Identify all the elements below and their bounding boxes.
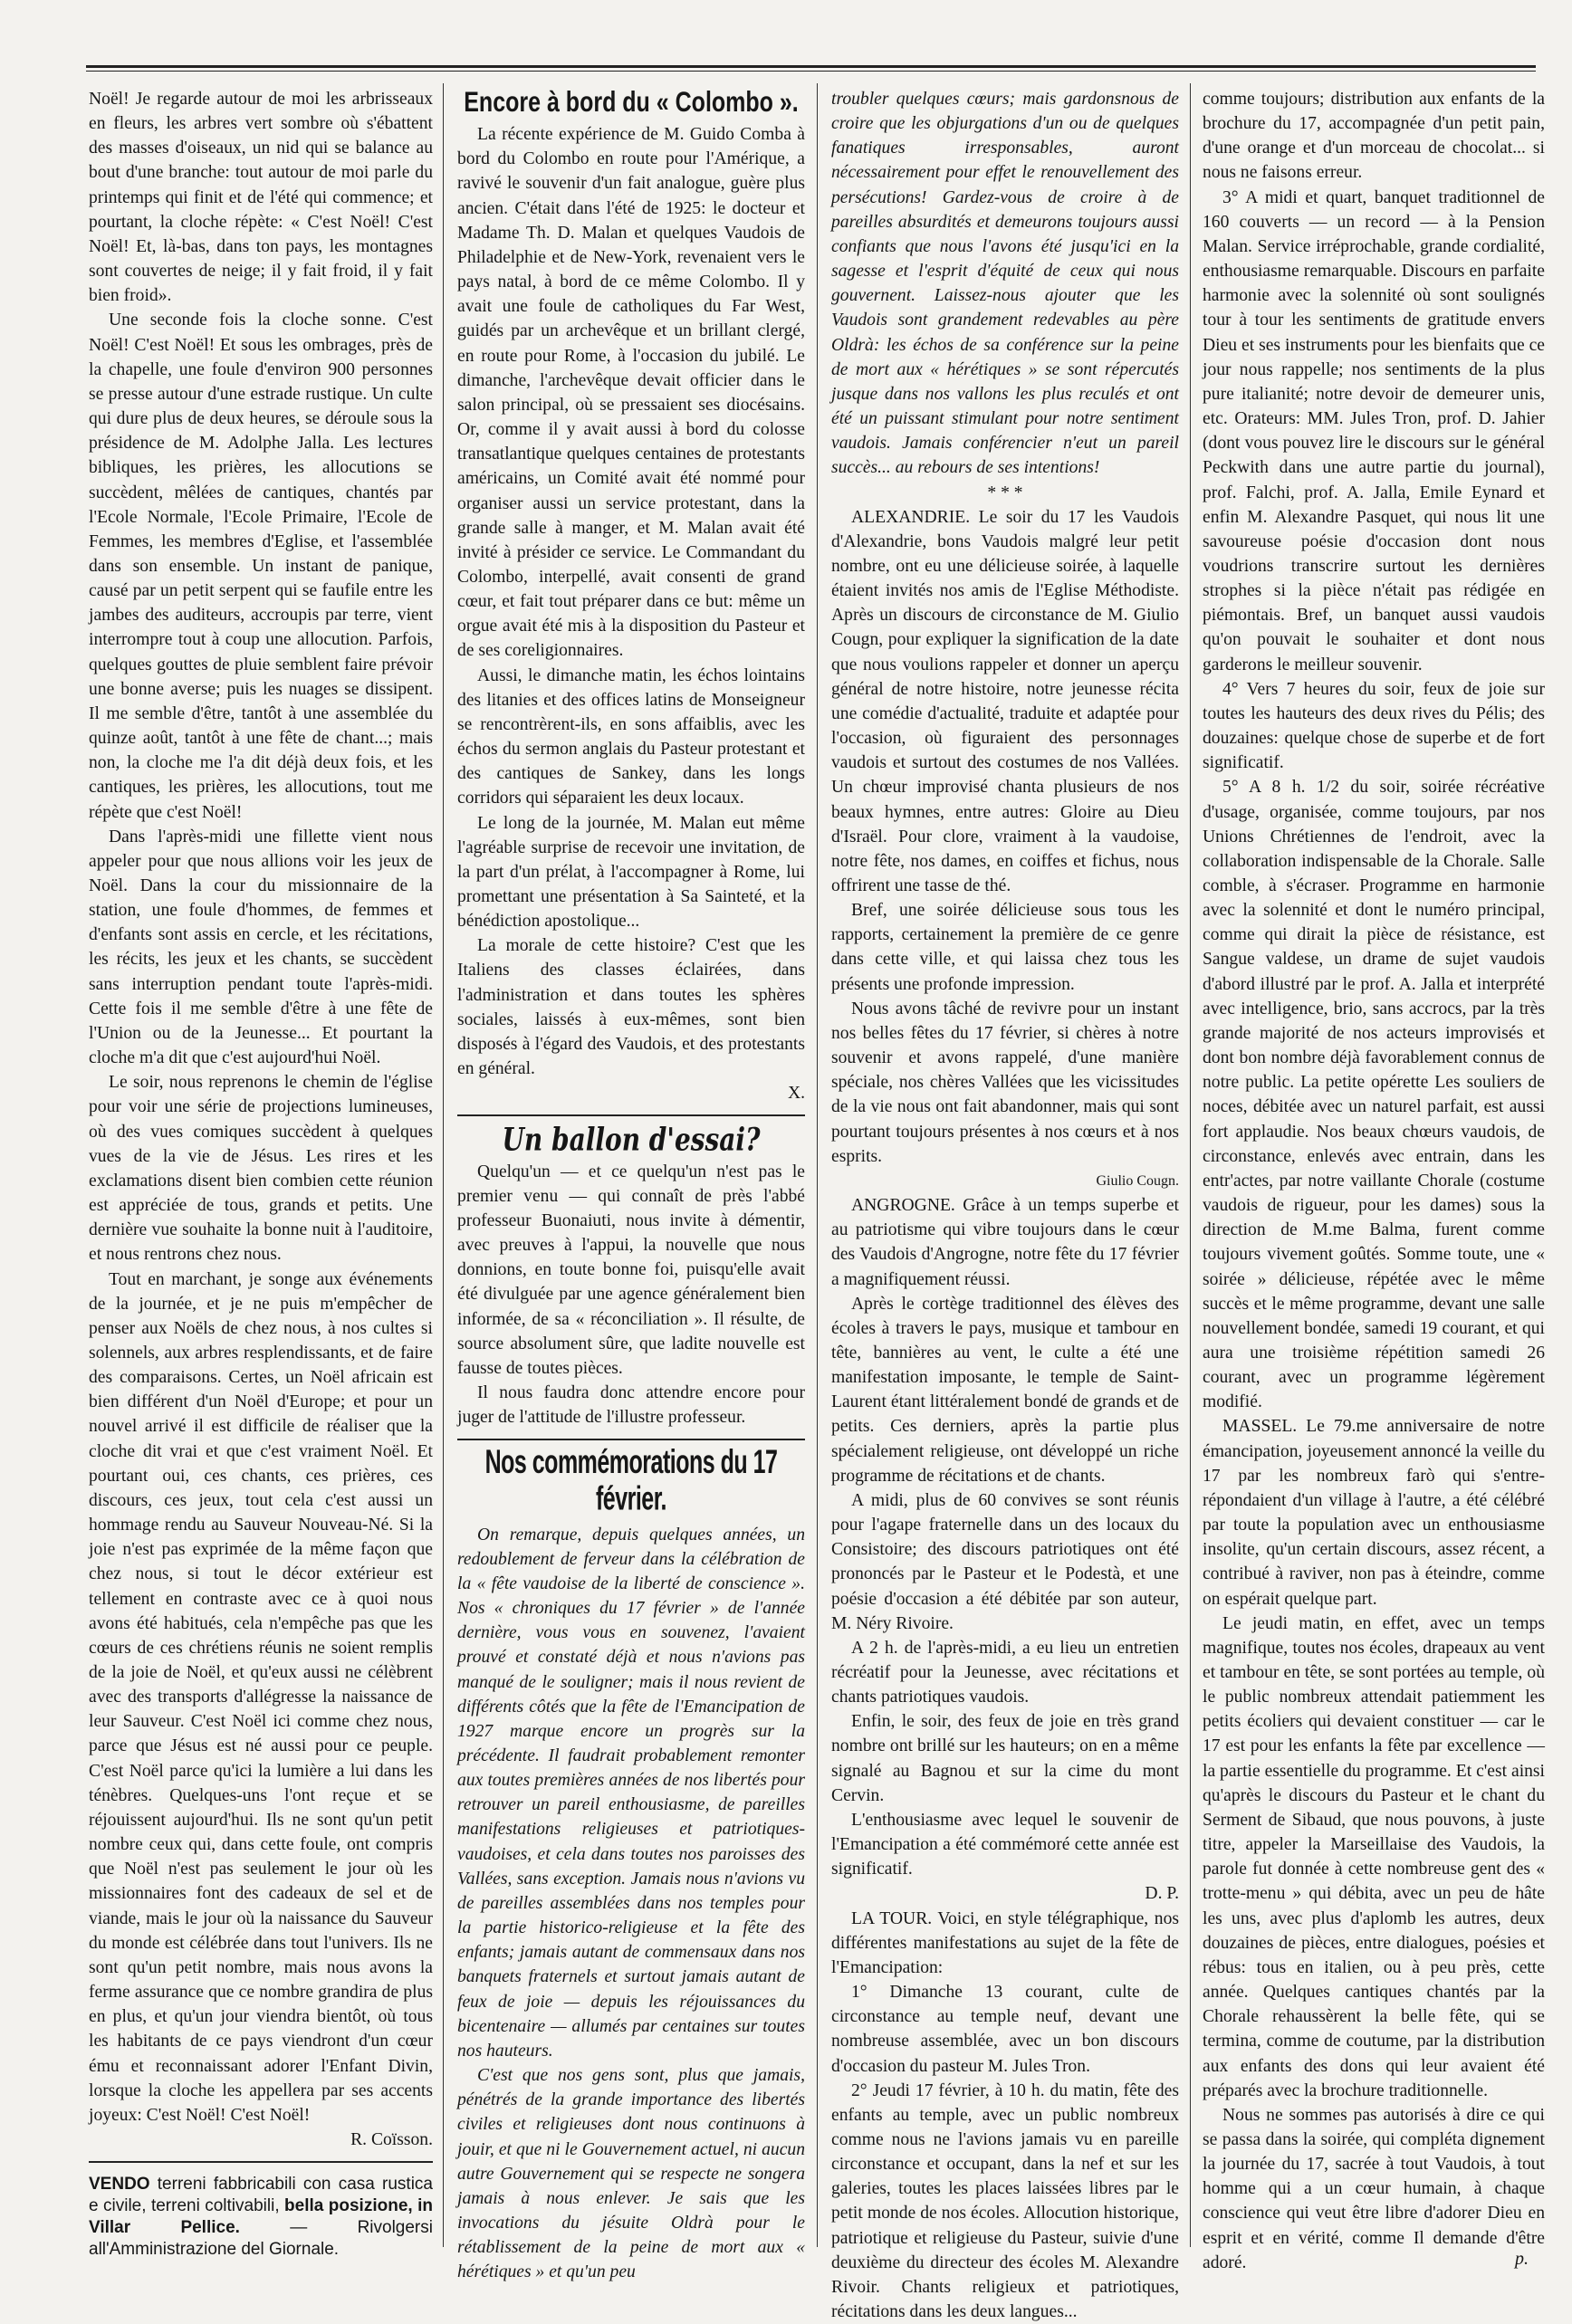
paragraph: 5° A 8 h. 1/2 du soir, soirée récréative d'usage, organisée, comme toujours, par nos Unions Chrétiennes de l'endroit, avec la collaboration indispensable de la Chorale. Salle comble, à s'écraser. Programme en harmonie avec la solennité et dont le numéro principal, comme qui dirait la pièce de résistance, est Sangue valdese, un drame de sujet vaudois d'abord illustré par le prof. A. Jalla et interprété avec intelligence, brio, sans accrocs, par la très grande majorité de nos acteurs improvisés et dont bon nombre déjà favorablement connus de notre public. La petite opérette Les souliers de noces, débitée avec un naturel parfait, est aussi fort applaudie. Nos beaux chœurs vaudois, de circonstance, enlevés avec entrain, dans les entr'actes, par notre vaillante Chorale (costume vaudois de rigueur, pour les dames) sous la direction de M.me Balma, furent comme toujours vivement goûtés. Somme toute, une « soirée » délicieuse, répétée avec le même succès et le même programme, devant une salle nouvellement bondée, samedi 19 courant, et qui aura une troisième répétition samedi 26 courant, avec un programme légèrement modifié. (1203, 778, 1545, 1412)
section-rule (457, 1439, 805, 1440)
paragraph: MASSEL. Le 79.me anniversaire de notre émancipation, joyeusement annoncé la veille du 17 par les nombreux farò qui s'entre-répondaient d'un village à l'autre, a été célébré par toute la population avec un enthousiasme insolite, qu'un certain discours, assez récent, a contribué à raviver, non pas à éteindre, comme on espérait quelque part. (1203, 1417, 1545, 1609)
paragraph: Bref, une soirée délicieuse sous tous les rapports, certainement la première de ce genre dans cette ville, et qui laissa chez tous les présents une profonde impression. (831, 901, 1179, 994)
header-rule-thin (86, 71, 1536, 72)
paragraph: Le long de la journée, M. Malan eut même l'agréable surprise de recevoir une invitation, de la part d'un prélat, à l'accompagner à Rome, lui promettant une présentation à Sa Sainteté, et la bénédiction apostolique... (457, 813, 805, 932)
classified-keyword: VENDO (89, 2175, 150, 2195)
paragraph: Tout en marchant, je songe aux événements de la journée, et je ne puis m'empêcher de penser aux Noëls de chez nous, à nos cultes si solennels, aux arbres resplendissants, et de faire des comparaisons. Certes, un Noël africain est bien différent d'un Noël d'Europe; et pour un nouvel arrivé il est difficile de réaliser que la cloche dit vrai et que c'est vraiment Noël. Et pourtant oui, ces chants, ces prières, ces discours, ces jeux, tout cela c'est aussi un hommage rendu au Sauveur Nouveau-Né. Si la joie n'est pas exprimée de la même façon que chez nous, si tout le décor extérieur est tellement en contraste avec ce à quoi nous avons été habitués, cela n'empêche pas que les cœurs de ces chrétiens réunis ne soient remplis de la joie de Noël, et qu'eux aussi ne célèbrent avec des transports d'allégresse la naissance de leur Sauveur. C'est Noël ici comme chez nous, parce que Jésus est né aussi pour ce peuple. C'est Noël parce qu'ici la lumière a lui dans les ténèbres. Quelques-uns l'ont reçue et se réjouissent aujourd'hui. Ils ne sont qu'un petit nombre ceux qui, dans cette foule, ont compris que Noël n'est pas seulement le jour où les missionnaires font des cadeaux de sel et de viande, mais le jour où la naissance du Sauveur du monde est célébrée dans tout l'univers. Ils ne sont qu'un petit nombre, mais nous avons la ferme assurance que ce nombre grandira de plus en plus, et qu'un jour viendra bientôt, où tous les habitants de ce pays viendront d'un cœur ému et reconnaissant adorer l'Enfant Divin, lorsque la cloche les appellera par ses accents joyeux: C'est Noël! C'est Noël! (89, 1269, 433, 2125)
paragraph: A midi, plus de 60 convives se sont réunis pour l'agape fraternelle dans un des locaux du Consistoire; des discours patriotiques ont été prononcés par le Pasteur et le Podestà, et une poésie d'occasion a été débitée par son auteur, M. Néry Rivoire. (831, 1490, 1179, 1633)
paragraph: Le soir, nous reprenons le chemin de l'église pour voir une série de projections lumineuses, où des vues comiques succèdent à quelques vues de la vie de Jésus. Les rires et les exclamations disent bien combien cette réunion est appréciée de tous, grands et petits. Une dernière vue souhaite la bonne nuit à l'auditoire, et nous rentrons chez nous. (89, 1073, 433, 1265)
paragraph: Après le cortège traditionnel des élèves des écoles à travers le pays, musique et tambour en tête, bannières au vent, le culte a été une manifestation imposante, le temple de Saint-Laurent étant littéralement bondé de grands et de petits. Ces derniers, après la partie plus spécialement religieuse, ont développé un riche programme de récitations et de chants. (831, 1294, 1179, 1486)
paragraph: La morale de cette histoire? C'est que les Italiens des classes éclairées, dans l'administration et dans toutes les sphères sociales, laissés à eux-mêmes, sont bien disposés à l'égard des Vaudois, et des protestants en général. (457, 936, 805, 1079)
paragraph: Aussi, le dimanche matin, les échos lointains des litanies et des offices latins de Monseigneur se rencontrèrent-ils, en sons affaiblis, avec les échos du sermon anglais du Pasteur protestant et des cantiques de Sankey, dans les longs corridors qui séparaient les deux locaux. (457, 665, 805, 808)
paragraph: Une seconde fois la cloche sonne. C'est Noël! C'est Noël! Et sous les ombrages, près de la chapelle, une foule d'environ 900 personnes se presse autour d'une estrade rustique. Un culte qui dure plus de deux heures, se déroule sous la présidence de M. Adolphe Jalla. Les lectures bibliques, les prières, les allocutions se succèdent, mêlées de cantiques, chantés par l'Ecole Normale, l'Ecole Primaire, l'Ecole de Femmes, les membres d'Eglise, et l'assemblée dans son ensemble. Un instant de panique, causé par un petit serpent qui se faufile entre les jambes des auditeurs, accroupis par terre, vient interrompre tout à coup une allocution. Parfois, quelques gouttes de pluie semblent faire prévoir une bonne averse; puis les nuages se dissipent. Il me semble d'être, tantôt à une assemblée du quinze août, tantôt à une fête de chant...; mais non, la cloche me l'a dit déjà deux fois, et les cantiques, les prières, les allocutions, tout me répète que c'est Noël! (89, 311, 433, 822)
column-1 (89, 87, 433, 2260)
article-title: Nos commémorations du 17 février. (484, 1443, 778, 1518)
paragraph: ANGROGNE. Grâce à un temps superbe et au patriotisme qui vibre toujours dans le cœur des Vaudois d'Angrogne, notre fête du 17 février a magnifiquement réussi. (831, 1196, 1179, 1289)
classified-text: terreni fabbricabili con casa rustica e civile, terreni coltivabili, (89, 2175, 433, 2216)
paragraph: Quelqu'un — et ce quelqu'un n'est pas le premier venu — qui connaît de près l'abbé professeur Buonaiuti, nous invite à démentir, avec preuves à l'appui, la nouvelle que nous donnions, en toute bonne foi, puisqu'elle avait été divulguée par une agence généralement bien informée, de sa « réconciliation ». Il résulte, de source absolument sûre, que ladite nouvelle est fausse de toutes pièces. (457, 1162, 805, 1378)
section-separator: * * * (987, 483, 1023, 502)
column-divider (1190, 83, 1191, 2247)
header-rule (86, 65, 1536, 68)
signature: D. P. (1145, 1884, 1179, 1904)
signature: X. (787, 1084, 805, 1104)
paragraph: Enfin, le soir, des feux de joie en très grand nombre ont brillé sur les hauteurs; on en a même signalé au Bagnou et sur la cime du mont Cervin. (831, 1712, 1179, 1805)
paragraph: On remarque, depuis quelques années, un redoublement de ferveur dans la célébration de la « fête vaudoise de la liberté de conscience ». Nos « chroniques du 17 février » de l'année dernière, vous vous en souvenez, l'avaient prouvé et constaté déjà et nous n'avions pas manqué de le souligner; mais il nous revient de différents côtés que la fête de l'Emancipation de 1927 marque encore un progrès sur la précédente. Il faudrait probablement remonter aux toutes premières années de nos libertés pour retrouver un pareil enthousiasme, de pareilles manifestations religieuses et patriotiques-vaudoises, et cela dans toutes nos paroisses des Vallées, sans exception. Jamais nous n'avions vu de pareilles assemblées dans nos temples pour la partie historico-religieuse et la fête des enfants; jamais autant de commensaux dans nos banquets fraternels et surtout jamais autant de feux de joie — depuis les réjouissances du bicentenaire — allumés par centaines sur toutes nos hauteurs. (457, 1525, 805, 2061)
paragraph: 3° A midi et quart, banquet traditionnel de 160 couverts — un record — à la Pension Malan. Service irréprochable, grande cordialité, enthousiasme remarquable. Discours en parfaite harmonie avec la solennité où sont soulignés tour à tour les sentiments de gratitude envers Dieu et ses instruments pour les bienfaits que ce jour nous rappelle; nos sentiments de la plus pure italianité; notre devoir de demeurer unis, etc. Orateurs: MM. Jules Tron, prof. D. Jahier (dont vous pouvez lire le discours sur le général Peckwith dans une autre partie du journal), prof. Falchi, prof. A. Jalla, Emile Eynard et enfin M. Alexandre Pasquet, qui nous lit une savoureuse poésie d'occasion dont nous voudrions transcrire surtout les dernières strophes si la pièce n'était pas rédigée en piémontais. Bref, un banquet aussi vaudois qu'on pouvait le souhaiter et dont nous garderons le meilleur souvenir. (1203, 187, 1545, 674)
classified-highlight: bella posizione, in Villar Pellice. (89, 2196, 433, 2238)
column-4 (1203, 87, 1545, 2272)
paragraph: La récente expérience de M. Guido Comba à bord du Colombo en route pour l'Amérique, a ravivé le souvenir d'un fait analogue, guère plus ancien. C'était dans l'été de 1925: le docteur et Madame Th. D. Malan et quelques Vaudois de Philadelphie et de New-York, revenaient vers le pays natal, à bord de ce même Colombo. Il y avait une foule de catholiques du Far West, guidés par un archevêque et un brillant clergé, en route pour Rome, à l'occasion du jubilé. Le dimanche, l'archevêque devait officier dans le salon principal, où se pressaient ses diocésains. Or, comme il y avait aussi à bord du colosse transatlantique quelques centaines de protestants américains, un Comité avait été nommé pour organiser aussi un service protestant, dans la grande salle à manger, et M. Malan avait été invité à présider ce service. Le Commandant du Colombo, interpellé, avait consenti de grand cœur, et fait tout préparer dans ce but: même un orgue avait été mis à la disposition du Pasteur et de ses coreligionnaires. (457, 125, 805, 661)
article-title: Encore à bord du « Colombo ». (464, 86, 799, 119)
column-divider (817, 83, 818, 2247)
paragraph: L'enthousiasme avec lequel le souvenir de l'Emancipation a été commémoré cette année est significatif. (831, 1810, 1179, 1879)
paragraph: Noël! Je regarde autour de moi les arbrisseaux en fleurs, les arbres vert sombre où s'ébattent des masses d'oiseaux, un nid qui se balance au bout d'une branche: tout autour de moi parle du printemps qui finit et de l'été qui commence; et pourtant, la cloche répète: « C'est Noël! C'est Noël! Et, là-bas, dans ton pays, les montagnes sont couvertes de neige; il y fait froid, il y fait bien froid». (89, 90, 433, 306)
classified-text-end: — Rivolgersi all'Amministrazione del Giornale. (89, 2218, 433, 2260)
paragraph: comme toujours; distribution aux enfants de la brochure du 17, accompagnée d'un petit pain, d'une orange et d'un morceau de chocolat... si nous ne faisons erreur. (1203, 90, 1545, 183)
classified-ad (89, 2174, 433, 2261)
paragraph: ALEXANDRIE. Le soir du 17 les Vaudois d'Alexandrie, bons Vaudois malgré leur petit nombre, ont eu une délicieuse soirée, à laquelle étaient invités nos amis de l'Eglise Méthodiste. Après un discours de circonstance de M. Giulio Cougn, pour expliquer la signification de la date que nous voulions rappeler et donner un aperçu général de notre histoire, notre jeunesse récita une comédie d'actualité, traduite et adaptée pour l'occasion, où figuraient des personnages vaudois et surtout des costumes de nos Vallées. Un chœur improvisé chanta plusieurs de nos beaux hymnes, entre autres: Gloire au Dieu d'Israël. Pour clore, vraiment à la vaudoise, notre fête, nos dames, en coiffes et fichus, nous offrirent une tasse de thé. (831, 507, 1179, 895)
page-number: p. (1515, 2249, 1529, 2269)
paragraph: Nous ne sommes pas autorisés à dire ce qui se passa dans la soirée, qui compléta dignement la journée du 17, sacrée à tout Vaudois, à tout homme qui a un cœur humain, à chaque conscience qui veut être libre d'adorer Dieu en esprit et en vérité, comme Il demande d'être adoré. (1203, 2105, 1545, 2272)
paragraph: 4° Vers 7 heures du soir, feux de joie sur toutes les hauteurs des deux rives du Pélis; des douzaines: quelque chose de superbe et de fort significatif. (1203, 679, 1545, 773)
paragraph: LA TOUR. Voici, en style télégraphique, nos différentes manifestations au sujet de la fête de l'Emancipation: (831, 1908, 1179, 1977)
section-rule (89, 2161, 433, 2163)
section-rule (457, 1114, 805, 1116)
article-title: Un ballon d'essai? (502, 1121, 761, 1159)
signature: Giulio Cougn. (1096, 1172, 1179, 1189)
paragraph: Dans l'après-midi une fillette vient nous appeler pour que nous allions voir les jeux de Noël. Dans la cour du missionnaire de la station, une foule d'hommes, de femmes et d'enfants sont assis en cercle, et les récitations, les récits, les jeux et les chants, se succèdent sans interruption pendant toute l'après-midi. Cette fois il me semble d'être à une fête de l'Union ou de la Jeunesse... Et pourtant la cloche m'a dit que c'est aujourd'hui Noël. (89, 827, 433, 1068)
paragraph: C'est que nos gens sont, plus que jamais, pénétrés de la grande importance des libertés civiles et religieuses dont nous continuons à jouir, et que ni le Gouvernement actuel, ni aucun autre Gouvernement qui se respecte ne songera jamais à nous enlever. Je sais que les invocations du jésuite Oldrà pour le rétablissement de la peine de mort aux « hérétiques » et qu'un peu (457, 2066, 805, 2282)
column-2 (457, 86, 805, 2282)
paragraph: troubler quelques cœurs; mais gardonsnous de croire que les objurgations d'un ou de quelques fanatiques irresponsables, auront nécessairement pour effet le renouvellement des persécutions! Gardez-vous de croire à de pareilles absurdités et demeurons toujours aussi confiants que nous l'avons été jusqu'ici en la sagesse et l'esprit d'équité de ceux qui nous gouvernent. Laissez-nous ajouter que les Vaudois sont grandement redevables au père Oldrà: les échos de sa conférence sur la peine de mort aux « hérétiques » se sont répercutés jusque dans nos vallons les plus reculés et ont été un puissant stimulant pour notre sentiment vaudois. Jamais conférencier n'eut un pareil succès... au rebours de ses intentions! (831, 90, 1179, 478)
paragraph: 2° Jeudi 17 février, à 10 h. du matin, fête des enfants au temple, avec un public nombreux comme nous ne l'avions jamais vu en pareille circonstance et occupant, dans la nef et sur les galeries, toutes les places laissées libres par le petit monde de nos écoles. Allocution historique, patriotique et religieuse du Pasteur, suivie d'une deuxième du directeur des écoles M. Alexandre Rivoir. Chants religieux et patriotiques, récitations dans les deux langues... (831, 2080, 1179, 2322)
paragraph: Le jeudi matin, en effet, avec un temps magnifique, toutes nos écoles, drapeaux au vent et tambour en tête, se sont portées au temple, où le public nombreux attendait patiemment les petits écoliers qui devaient constituer — car le 17 est pour les enfants la fête par excellence — la partie essentielle du programme. Et c'est ainsi qu'après le discours du Pasteur et le chant du Serment de Sibaud, que nous pouvons, à juste titre, appeler la Marseillaise des Vaudois, la parole fut donnée à cette nombreuse gent des « trotte-menu » qui débita, avec un peu de hâte les uns, avec plus d'aplomb les autres, deux douzaines de pièces, entre dialogues, poésies et rébus: tous en italien, ou à peu près, cette année. Quelques cantiques chantés par la Chorale rehaussèrent la belle fête, qui se termina, comme de coutume, par la distribution aux enfants des dons qui leur avaient été préparés avec la brochure traditionnelle. (1203, 1613, 1545, 2100)
paragraph: 1° Dimanche 13 courant, culte de circonstance au temple neuf, devant une nombreuse assemblée, avec un bon discours d'occasion du pasteur M. Jules Tron. (831, 1983, 1179, 2076)
paragraph: Nous avons tâché de revivre pour un instant nos belles fêtes du 17 février, si chères à notre souvenir et avons rappelé, d'une manière spéciale, nos chères Vallées que les vicissitudes de la vie nous ont fait abandonner, mais qui sont pourtant toujours présentes à nos cœurs et à nos esprits. (831, 999, 1179, 1166)
paragraph: A 2 h. de l'après-midi, a eu lieu un entretien récréatif pour la Jeunesse, avec récitations et chants patriotiques vaudois. (831, 1638, 1179, 1707)
column-3 (831, 87, 1179, 2322)
paragraph: Il nous faudra donc attendre encore pour juger de l'attitude de l'illustre professeur. (457, 1382, 805, 1428)
signature: R. Coïsson. (350, 2129, 433, 2149)
column-divider (443, 83, 444, 2247)
